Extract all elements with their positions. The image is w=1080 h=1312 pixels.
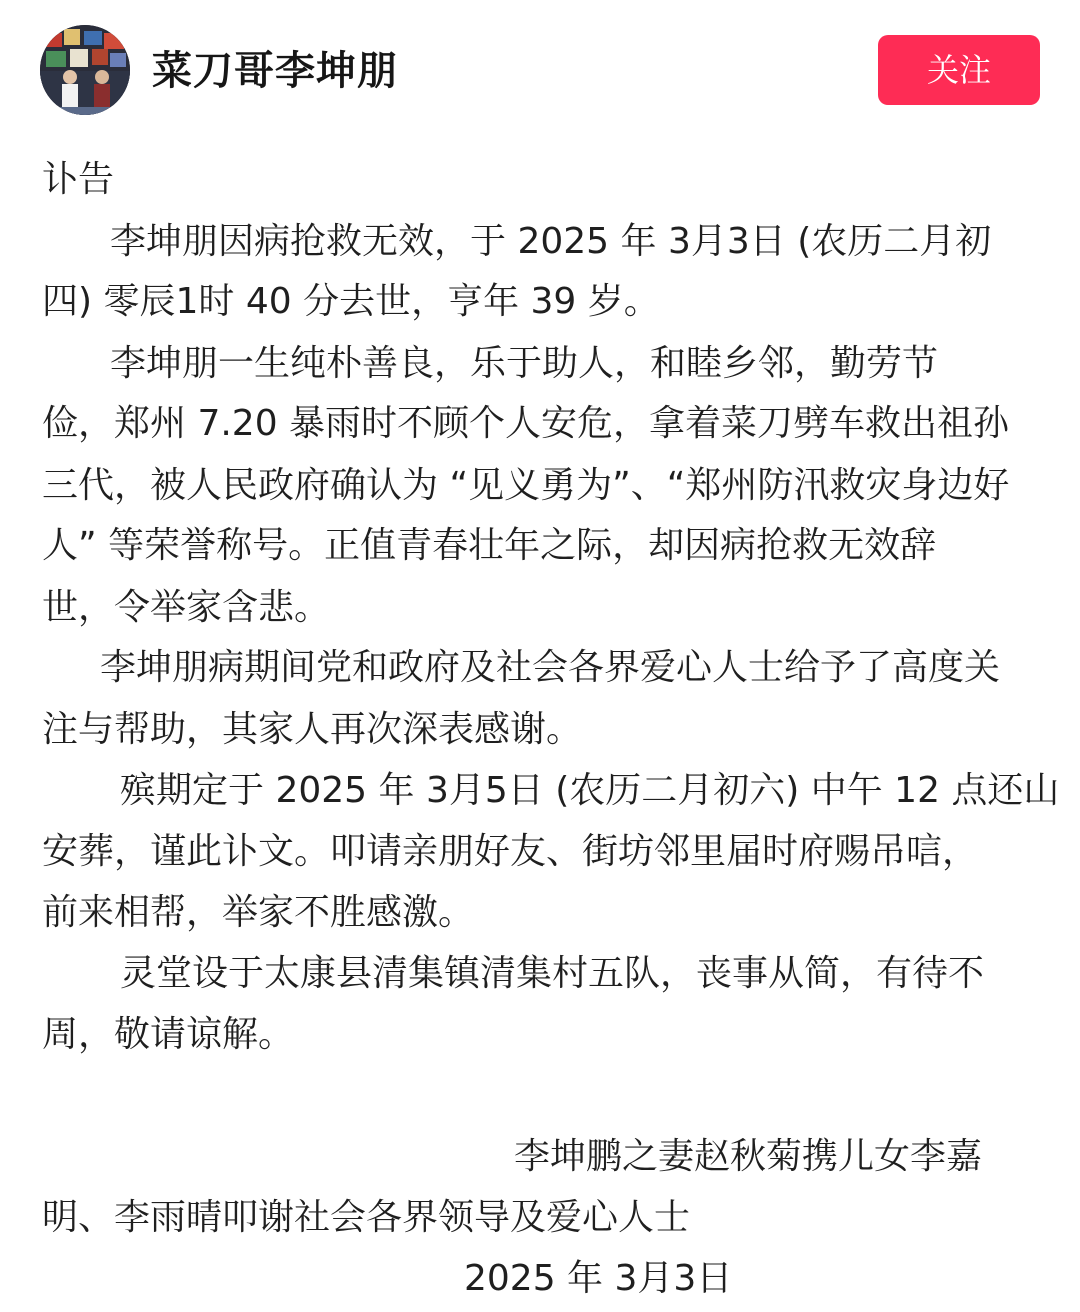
text-line: 注与帮助，其家人再次深表感谢。	[42, 709, 583, 750]
text-line: 前来相帮，举家不胜感激。	[42, 892, 475, 933]
signature-line: 李坤鹏之妻赵秋菊携儿女李嘉	[514, 1136, 983, 1177]
text-line: 灵堂设于太康县清集镇清集村五队，丧事从简，有待不	[120, 953, 985, 994]
text-line: 世，令举家含悲。	[42, 587, 331, 628]
post-date: 2025 年 3月3日	[464, 1258, 733, 1299]
text-line: 李坤朋一生纯朴善良，乐于助人，和睦乡邻，勤劳节	[110, 343, 939, 384]
text-line: 俭，郑州 7.20 暴雨时不顾个人安危，拿着菜刀劈车救出祖孙	[42, 403, 1010, 444]
text-line: 周，敬请谅解。	[42, 1014, 295, 1055]
text-line: 四) 零辰1时 40 分去世，亨年 39 岁。	[42, 281, 660, 322]
text-line: 三代，被人民政府确认为 “见义勇为”、“郑州防汛救灾身边好	[42, 465, 1010, 506]
signature-line: 明、李雨晴叩谢社会各界领导及爱心人士	[42, 1197, 691, 1238]
text-line: 安葬，谨此讣文。叩请亲朋好友、街坊邻里届时府赐吊唁，	[42, 831, 979, 872]
author-name[interactable]: 菜刀哥李坤朋	[152, 48, 398, 94]
post-title: 讣告	[42, 159, 115, 200]
text-line: 李坤朋因病抢救无效，于 2025 年 3月3日 (农历二月初	[110, 221, 992, 262]
text-line: 人” 等荣誉称号。正值青春壮年之际，却因病抢救无效辞	[42, 525, 937, 566]
follow-button[interactable]: 关注	[878, 35, 1040, 105]
text-line: 李坤朋病期间党和政府及社会各界爱心人士给予了高度关	[100, 647, 1001, 688]
text-line: 殡期定于 2025 年 3月5日 (农历二月初六) 中午 12 点还山	[120, 770, 1060, 811]
